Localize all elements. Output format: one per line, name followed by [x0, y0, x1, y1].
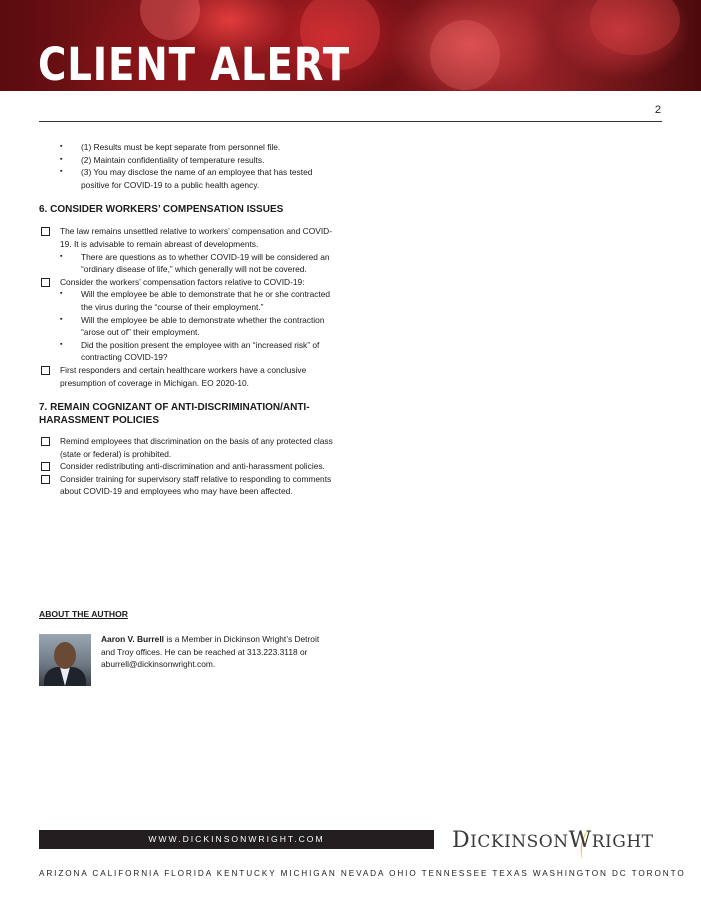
checkbox-icon [41, 475, 50, 484]
virus-blob-decoration [430, 20, 500, 90]
list-item: ▪ (2) Maintain confidentiality of temperature results. [39, 154, 339, 167]
checkbox-icon [41, 437, 50, 446]
website-link[interactable]: WWW.DICKINSONWRIGHT.COM [39, 830, 434, 849]
checklist-item [39, 473, 339, 498]
checklist-item [39, 276, 339, 364]
author-bio [101, 633, 331, 671]
checkbox-icon [41, 227, 50, 236]
checkbox-icon [41, 462, 50, 471]
article-body [39, 141, 339, 498]
list-item: ▪ There are questions as to whether COVID-19 will be considered an “ordinary disease of life,” which generally will not be covered. [60, 251, 339, 276]
about-author-heading: ABOUT THE AUTHOR [39, 609, 128, 619]
page-number: 2 [654, 104, 661, 116]
section-heading: 6. CONSIDER WORKERS’ COMPENSATION ISSUES [39, 204, 284, 216]
list-item: ▪ (3) You may disclose the name of an employee that has tested positive for COVID-19 to a public health agency. [39, 166, 339, 191]
virus-blob-decoration [590, 0, 680, 55]
checklist-text: Remind employees that discrimination on the basis of any protected class (state or federal) is prohibited. [60, 436, 333, 459]
logo-text: DICKINSONWRIGHT [452, 828, 654, 853]
header-banner [0, 0, 701, 91]
checklist-item [39, 364, 339, 389]
checklist-text: First responders and certain healthcare workers have a conclusive presumption of coverage in Michigan. EO 2020-10. [60, 364, 307, 388]
office-locations: ARIZONA CALIFORNIA FLORIDA KENTUCKY MICHIGAN NEVADA OHIO TENNESSEE TEXAS WASHINGTON DC TORONTO [39, 869, 686, 878]
checklist-text: Consider redistributing anti-discrimination and anti-harassment policies. [60, 461, 325, 472]
author-name: Aaron V. Burrell [101, 634, 164, 644]
checklist-text: Consider the workers’ compensation factors relative to COVID-19: [60, 276, 305, 287]
author-bio-text: is a Member in Dickinson Wright’s Detroit and Troy offices. He can be reached at 313.223.3118 or aburrell@dickinsonwright.com. [101, 634, 320, 670]
checklist-text: Consider training for supervisory staff relative to responding to comments about COVID-19 and employees who may have been affected. [60, 473, 332, 497]
header-rule [39, 121, 662, 122]
list-item: ▪ (1) Results must be kept separate from personnel file. [39, 141, 339, 154]
list-item: ▪ Will the employee be able to demonstrate that he or she contracted the virus during the “course of their employment.” [60, 288, 339, 313]
checklist-item [39, 435, 339, 460]
author-photo [39, 634, 91, 686]
checklist-item [39, 225, 339, 275]
section-heading: 7. REMAIN COGNIZANT OF ANTI-DISCRIMINATION/ANTI-HARASSMENT POLICIES [39, 402, 310, 427]
banner-title: CLIENT ALERT [38, 38, 350, 91]
checkbox-icon [41, 278, 50, 287]
checklist-text: The law remains unsettled relative to workers’ compensation and COVID-19. It is advisable to remain abreast of developments. [60, 226, 332, 249]
dickinson-wright-logo [452, 820, 664, 864]
virus-blob-decoration [140, 0, 200, 40]
list-item: ▪ Did the position present the employee with an “increased risk” of contracting COVID-19? [60, 339, 339, 364]
list-item: ▪ Will the employee be able to demonstrate whether the contraction “arose out of” their employment. [60, 314, 339, 339]
checklist-item [39, 460, 339, 473]
checkbox-icon [41, 366, 50, 375]
